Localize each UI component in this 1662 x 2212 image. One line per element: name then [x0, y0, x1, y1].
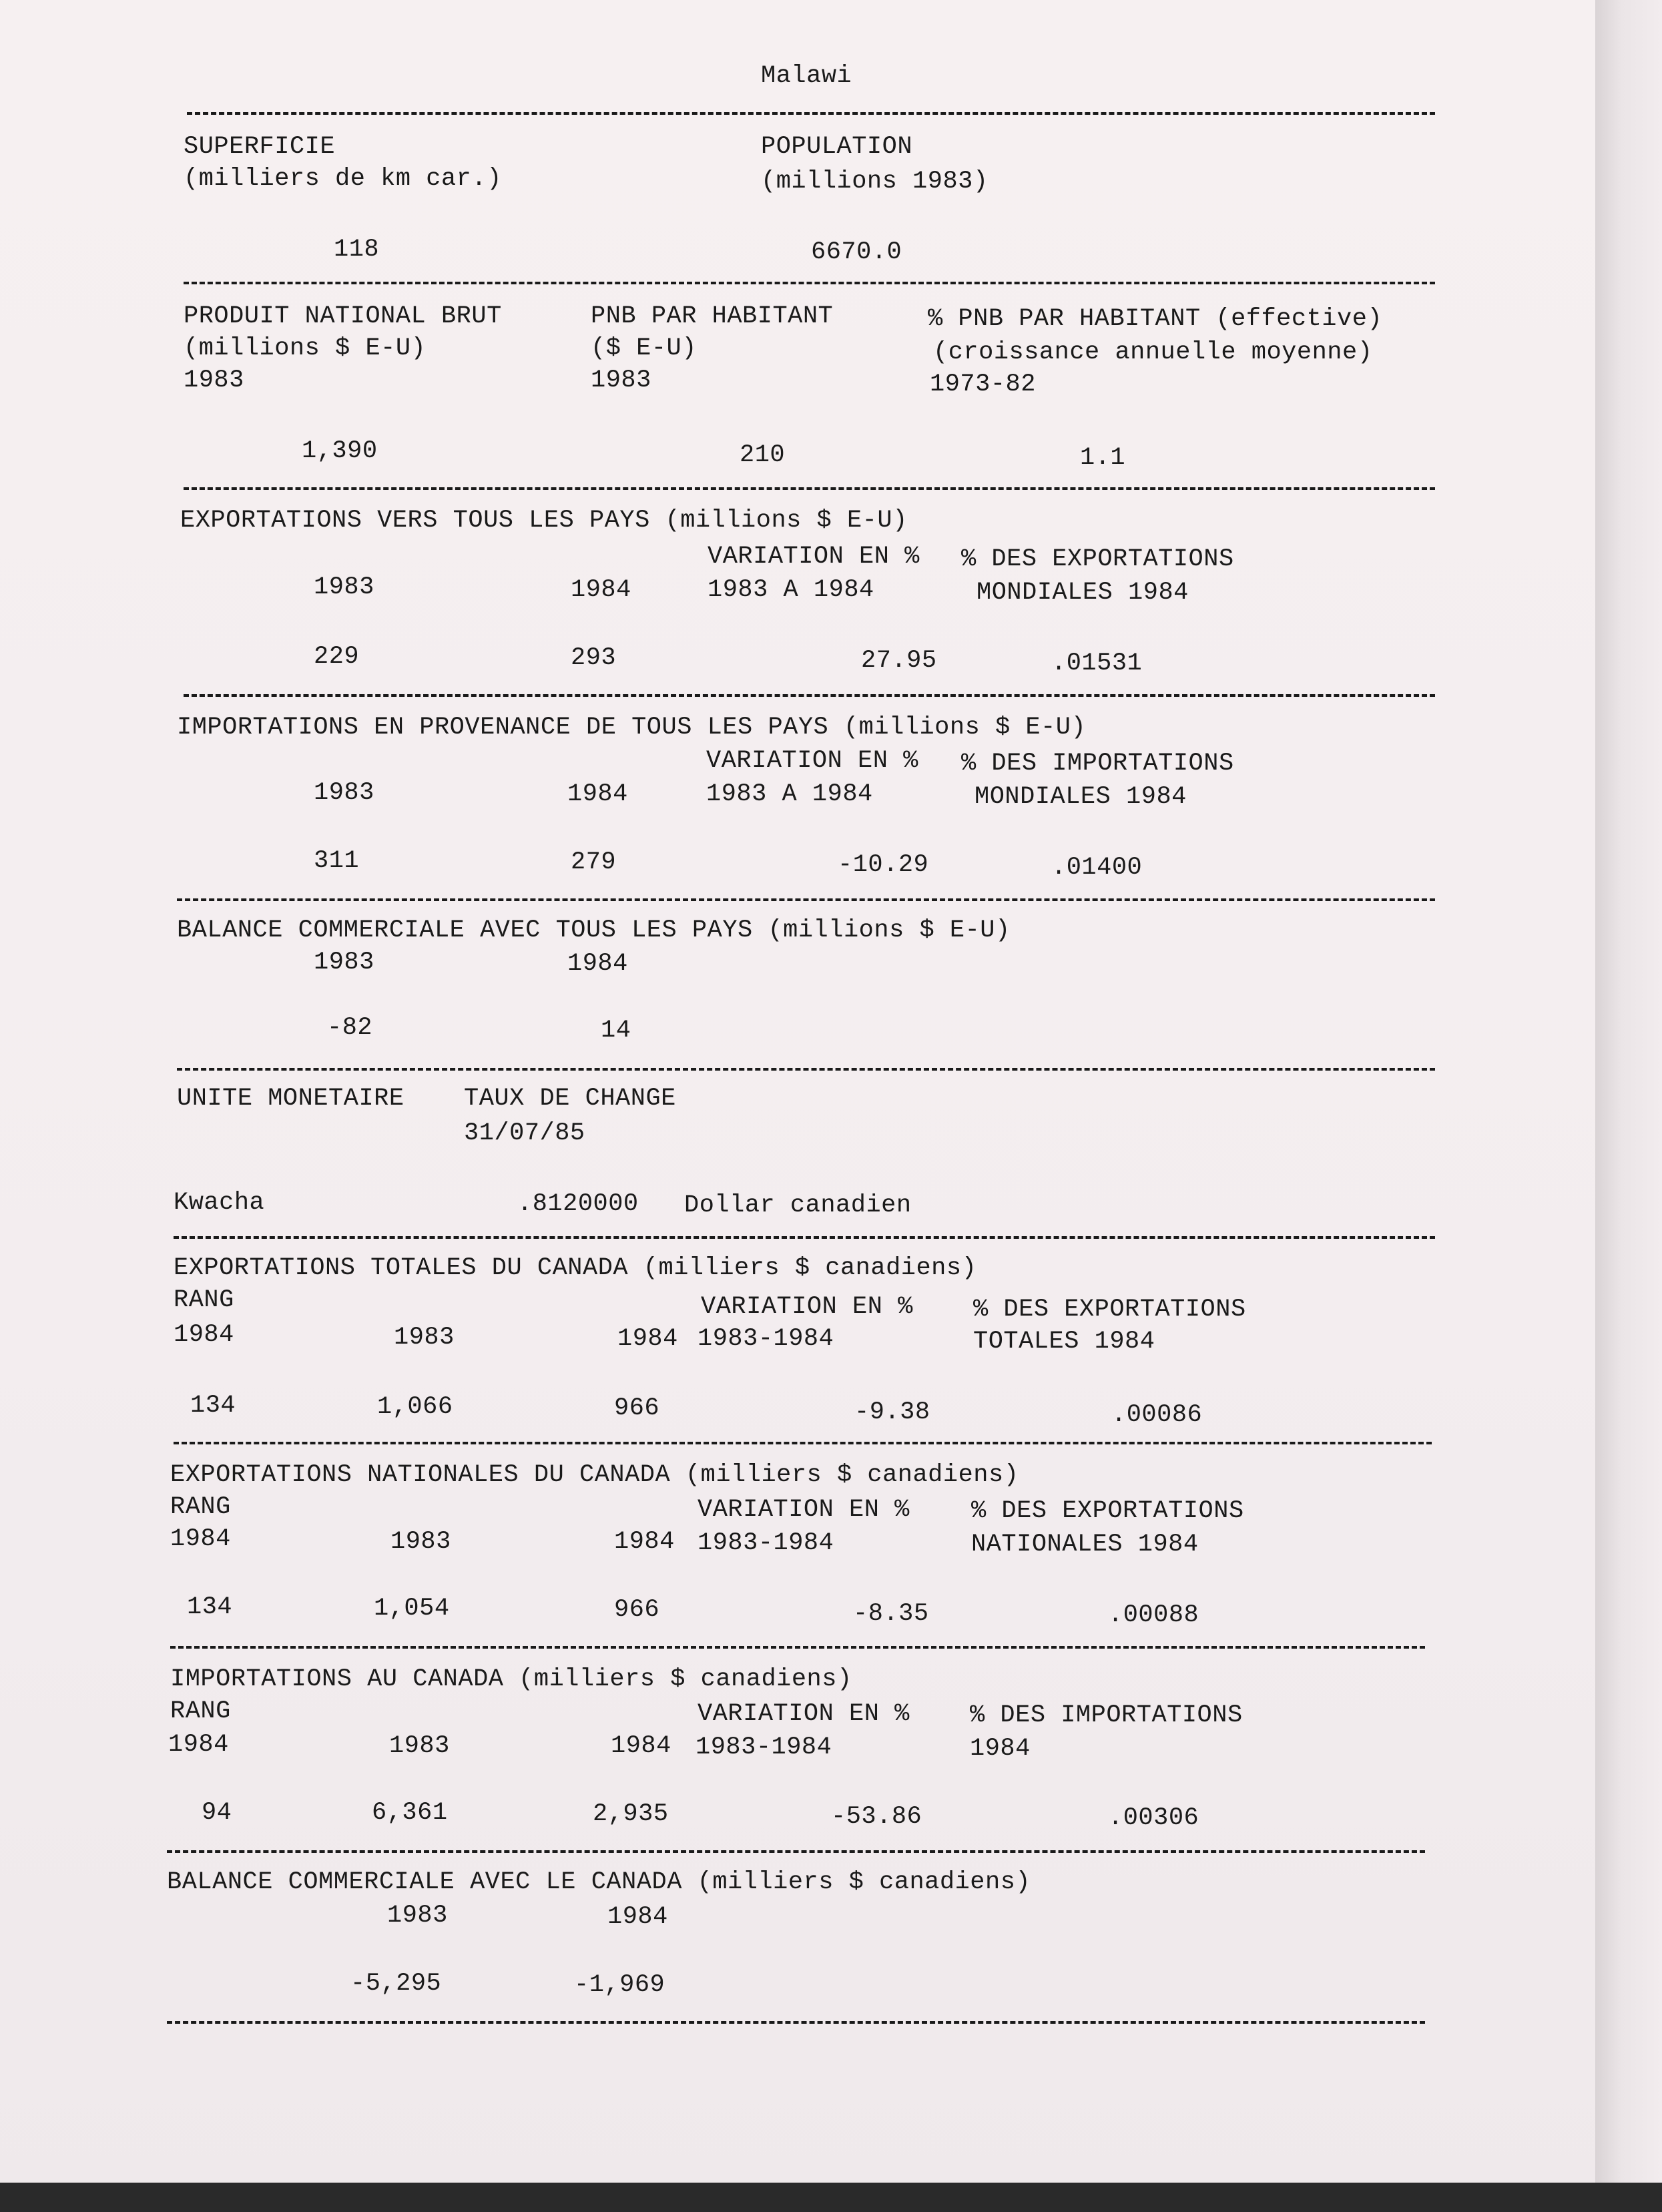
divider: [184, 487, 1435, 490]
gnp-per-capita-value: 210: [740, 441, 786, 469]
canada-imports-rank-label: RANG: [170, 1697, 231, 1725]
divider: [177, 898, 1435, 901]
canada-domestic-exports-rank-label: RANG: [170, 1493, 231, 1521]
imports-world-variation-value: -10.29: [838, 851, 929, 879]
canada-total-exports-1983-value: 1,066: [377, 1393, 453, 1421]
imports-world-title: IMPORTATIONS EN PROVENANCE DE TOUS LES PAYS (millions $ E-U): [177, 714, 1087, 742]
canada-domestic-exports-variation-value: -8.35: [853, 1600, 929, 1628]
gnp-per-capita-year-label: 1983: [591, 366, 651, 394]
area-unit-label: (milliers de km car.): [184, 165, 502, 193]
divider: [167, 1850, 1425, 1853]
imports-world-1984-value: 279: [571, 848, 617, 876]
canada-domestic-exports-variation-label: VARIATION EN %: [698, 1496, 910, 1524]
growth-label: % PNB PAR HABITANT (effective): [928, 305, 1383, 333]
exports-world-share-value: .01531: [1051, 649, 1143, 677]
divider: [170, 1646, 1425, 1649]
canada-total-exports-1984-value: 966: [614, 1394, 660, 1422]
canada-total-exports-rank: 134: [190, 1392, 236, 1420]
canada-total-exports-variation-years: 1983-1984: [698, 1325, 834, 1353]
exports-world-year-1984: 1984: [571, 576, 631, 604]
area-value: 118: [334, 236, 380, 264]
population-label: POPULATION: [761, 133, 913, 161]
canada-total-exports-share-value: .00086: [1111, 1401, 1203, 1429]
canada-domestic-exports-title: EXPORTATIONS NATIONALES DU CANADA (milliers $ canadiens): [170, 1461, 1019, 1489]
currency-value: Kwacha: [174, 1189, 265, 1217]
exports-world-variation-value: 27.95: [861, 647, 937, 675]
canada-imports-rank: 94: [202, 1799, 232, 1827]
canada-balance-1984-value: -1,969: [574, 1971, 665, 1999]
canada-balance-title: BALANCE COMMERCIALE AVEC LE CANADA (milliers $ canadiens): [167, 1868, 1031, 1896]
imports-world-share-value: .01400: [1051, 854, 1143, 882]
area-label: SUPERFICIE: [184, 133, 336, 161]
canada-imports-share-label: % DES IMPORTATIONS: [970, 1701, 1243, 1729]
divider: [187, 112, 1435, 115]
imports-world-1983-value: 311: [314, 847, 360, 875]
gnp-year-label: 1983: [184, 366, 244, 394]
canada-balance-1983-value: -5,295: [350, 1970, 442, 1998]
exports-world-1984-value: 293: [571, 644, 617, 672]
canada-domestic-exports-1984-value: 966: [614, 1596, 660, 1624]
imports-world-year-1984: 1984: [567, 780, 628, 808]
canada-imports-variation-years: 1983-1984: [696, 1733, 832, 1761]
canada-imports-1984-value: 2,935: [593, 1800, 669, 1828]
canada-domestic-exports-share-label: % DES EXPORTATIONS: [971, 1497, 1244, 1525]
canada-domestic-exports-rank: 134: [187, 1593, 233, 1621]
gnp-per-capita-unit-label: ($ E-U): [591, 334, 697, 362]
exports-world-title: EXPORTATIONS VERS TOUS LES PAYS (millions $ E-U): [180, 507, 908, 535]
canada-total-exports-variation-value: -9.38: [854, 1398, 930, 1426]
population-unit-label: (millions 1983): [761, 168, 989, 196]
exports-world-share-label: % DES EXPORTATIONS: [961, 545, 1234, 573]
canada-balance-year-1983: 1983: [387, 1902, 448, 1930]
gnp-unit-label: (millions $ E-U): [184, 334, 427, 362]
canada-domestic-exports-variation-years: 1983-1984: [698, 1529, 834, 1557]
balance-world-1984-value: 14: [601, 1017, 631, 1045]
canada-imports-1983-value: 6,361: [372, 1799, 448, 1827]
country-title: Malawi: [761, 62, 852, 90]
canada-imports-title: IMPORTATIONS AU CANADA (milliers $ canadiens): [170, 1665, 852, 1693]
divider: [174, 1236, 1435, 1239]
page-edge: [1595, 0, 1662, 2212]
exports-world-1983-value: 229: [314, 643, 360, 671]
canada-imports-variation-label: VARIATION EN %: [698, 1700, 910, 1728]
scan-bottom-edge: [0, 2183, 1662, 2212]
population-value: 6670.0: [811, 238, 902, 266]
canada-domestic-exports-share-value: .00088: [1108, 1601, 1199, 1629]
exchange-rate-label: TAUX DE CHANGE: [464, 1085, 676, 1113]
canada-balance-year-1984: 1984: [607, 1903, 668, 1931]
canada-total-exports-year-1983: 1983: [394, 1324, 455, 1352]
canada-imports-share-sub-label: 1984: [970, 1735, 1031, 1763]
gnp-label: PRODUIT NATIONAL BRUT: [184, 302, 502, 330]
currency-label: UNITE MONETAIRE: [177, 1085, 404, 1113]
canada-imports-rank-year: 1984: [168, 1731, 229, 1759]
exports-world-variation-years: 1983 A 1984: [708, 576, 874, 604]
canada-total-exports-share-sub-label: TOTALES 1984: [973, 1328, 1155, 1356]
canada-total-exports-title: EXPORTATIONS TOTALES DU CANADA (milliers $ canadiens): [174, 1254, 977, 1282]
imports-world-share-sub-label: MONDIALES 1984: [975, 783, 1187, 811]
balance-world-1983-value: -82: [327, 1014, 373, 1042]
divider: [167, 2021, 1425, 2024]
canada-domestic-exports-year-1983: 1983: [390, 1528, 451, 1556]
canada-total-exports-variation-label: VARIATION EN %: [701, 1293, 913, 1321]
imports-world-variation-years: 1983 A 1984: [706, 780, 873, 808]
canada-domestic-exports-share-sub-label: NATIONALES 1984: [971, 1531, 1199, 1559]
canada-imports-year-1983: 1983: [389, 1732, 450, 1760]
canada-imports-year-1984: 1984: [611, 1732, 671, 1760]
exchange-rate-unit: Dollar canadien: [684, 1191, 912, 1219]
growth-value: 1.1: [1080, 444, 1126, 472]
balance-world-title: BALANCE COMMERCIALE AVEC TOUS LES PAYS (millions $ E-U): [177, 916, 1011, 944]
divider: [184, 282, 1435, 284]
imports-world-year-1983: 1983: [314, 779, 374, 807]
canada-total-exports-rank-label: RANG: [174, 1286, 234, 1314]
canada-domestic-exports-rank-year: 1984: [170, 1525, 231, 1553]
divider: [184, 694, 1435, 697]
canada-total-exports-year-1984: 1984: [617, 1325, 678, 1353]
canada-domestic-exports-1983-value: 1,054: [374, 1595, 450, 1623]
growth-sub-label: (croissance annuelle moyenne): [933, 338, 1373, 366]
exchange-rate-date-label: 31/07/85: [464, 1119, 585, 1147]
canada-total-exports-share-label: % DES EXPORTATIONS: [973, 1296, 1246, 1324]
balance-world-year-1983: 1983: [314, 948, 374, 977]
exports-world-share-sub-label: MONDIALES 1984: [977, 579, 1189, 607]
balance-world-year-1984: 1984: [567, 950, 628, 978]
imports-world-variation-label: VARIATION EN %: [706, 747, 918, 775]
canada-imports-variation-value: -53.86: [831, 1803, 922, 1831]
divider: [174, 1442, 1432, 1444]
exports-world-variation-label: VARIATION EN %: [708, 543, 920, 571]
growth-years-label: 1973-82: [930, 370, 1036, 398]
exports-world-year-1983: 1983: [314, 573, 374, 601]
divider: [177, 1068, 1435, 1071]
imports-world-share-label: % DES IMPORTATIONS: [961, 750, 1234, 778]
gnp-value: 1,390: [302, 437, 378, 465]
canada-imports-share-value: .00306: [1108, 1804, 1199, 1832]
exchange-rate-value: .8120000: [517, 1190, 639, 1218]
canada-total-exports-rank-year: 1984: [174, 1321, 234, 1349]
canada-domestic-exports-year-1984: 1984: [614, 1528, 675, 1556]
gnp-per-capita-label: PNB PAR HABITANT: [591, 302, 834, 330]
